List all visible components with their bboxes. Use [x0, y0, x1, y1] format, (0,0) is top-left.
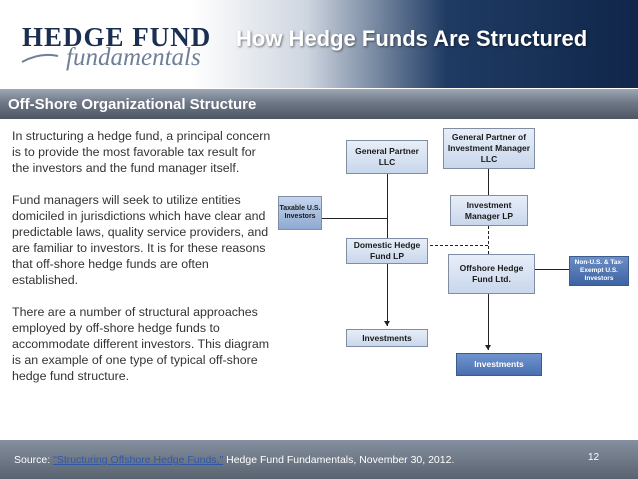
slide-title: How Hedge Funds Are Structured	[236, 26, 588, 51]
section-title: Off-Shore Organizational Structure	[8, 96, 257, 113]
connector-line	[488, 169, 489, 195]
connector-line	[535, 269, 569, 270]
logo-text: HEDGE FUND	[22, 22, 212, 52]
connector-line	[320, 218, 387, 219]
paragraph: There are a number of structural approaches employed by off-shore hedge funds to accommodate different investors. This diagram is an example of one type of typical off-shore hedge fund structure.	[12, 305, 270, 383]
node-taxable-investors: Taxable U.S. Investors	[278, 196, 322, 230]
node-investment-manager-lp: Investment Manager LP	[450, 195, 528, 226]
node-investments-right: Investments	[456, 353, 542, 376]
page-number: 12	[588, 452, 600, 463]
connector-line-dashed	[488, 226, 489, 254]
node-offshore-hedge-fund: Offshore Hedge Fund Ltd.	[448, 254, 535, 294]
node-general-partner-llc: General Partner LLC	[346, 140, 428, 174]
source-citation	[14, 454, 454, 466]
source-suffix: Hedge Fund Fundamentals, November 30, 2012.	[223, 454, 455, 466]
node-nonus-investors: Non-U.S. & Tax-Exempt U.S. Investors	[569, 256, 629, 286]
logo-subtext: fundamentals	[66, 44, 201, 71]
node-investments-left: Investments	[346, 329, 428, 347]
source-link[interactable]: "Structuring Offshore Hedge Funds,"	[53, 454, 224, 466]
connector-line-dashed	[420, 245, 488, 246]
node-gp-investment-manager: General Partner of Investment Manager LLC	[443, 128, 535, 169]
paragraph: In structuring a hedge fund, a principal concern is to provide the most favorable tax result for the investors and the fund manager itself.	[12, 129, 271, 175]
footer	[0, 440, 638, 479]
paragraph: Fund managers will seek to utilize entities domiciled in jurisdictions which have clear and predictable laws, quality service providers, and are familiar to investors. It is for these reasons that off-shore hedge funds are often established.	[12, 193, 269, 287]
arrow-down-icon	[384, 321, 390, 326]
connector-line	[387, 264, 388, 326]
connector-line	[488, 294, 489, 350]
arrow-down-icon	[485, 345, 491, 350]
connector-line	[387, 174, 388, 238]
source-prefix: Source:	[14, 454, 54, 466]
node-domestic-hedge-fund: Domestic Hedge Fund LP	[346, 238, 428, 264]
